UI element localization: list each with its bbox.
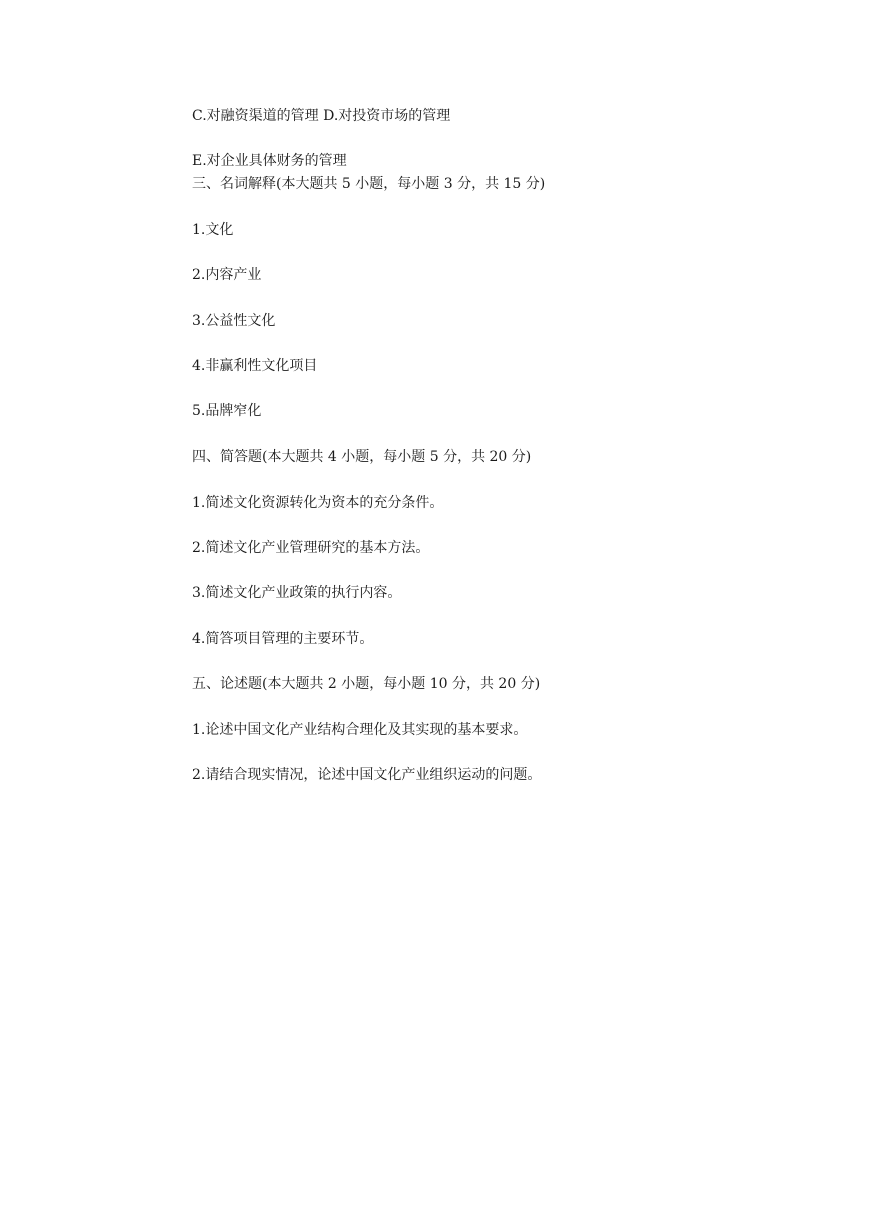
term-item-3: 3.公益性文化 [192, 313, 276, 329]
option-e: E.对企业具体财务的管理 [192, 153, 347, 169]
term-item-1: 1.文化 [192, 222, 234, 238]
short-answer-item-1: 1.简述文化资源转化为资本的充分条件。 [192, 495, 444, 511]
term-item-2: 2.内容产业 [192, 267, 262, 283]
term-item-4: 4.非赢利性文化项目 [192, 358, 318, 374]
essay-item-2: 2.请结合现实情况，论述中国文化产业组织运动的问题。 [192, 767, 542, 783]
essay-item-1: 1.论述中国文化产业结构合理化及其实现的基本要求。 [192, 722, 528, 738]
term-item-5: 5.品牌窄化 [192, 403, 262, 419]
short-answer-item-4: 4.简答项目管理的主要环节。 [192, 631, 374, 647]
section-5-heading: 五、论述题(本大题共 2 小题，每小题 10 分，共 20 分) [192, 676, 541, 692]
short-answer-item-2: 2.简述文化产业管理研究的基本方法。 [192, 540, 430, 556]
section-3-heading: 三、名词解释(本大题共 5 小题，每小题 3 分，共 15 分) [192, 176, 546, 192]
short-answer-item-3: 3.简述文化产业政策的执行内容。 [192, 585, 402, 601]
option-cd: C.对融资渠道的管理 D.对投资市场的管理 [192, 108, 451, 124]
section-4-heading: 四、简答题(本大题共 4 小题，每小题 5 分，共 20 分) [192, 449, 532, 465]
